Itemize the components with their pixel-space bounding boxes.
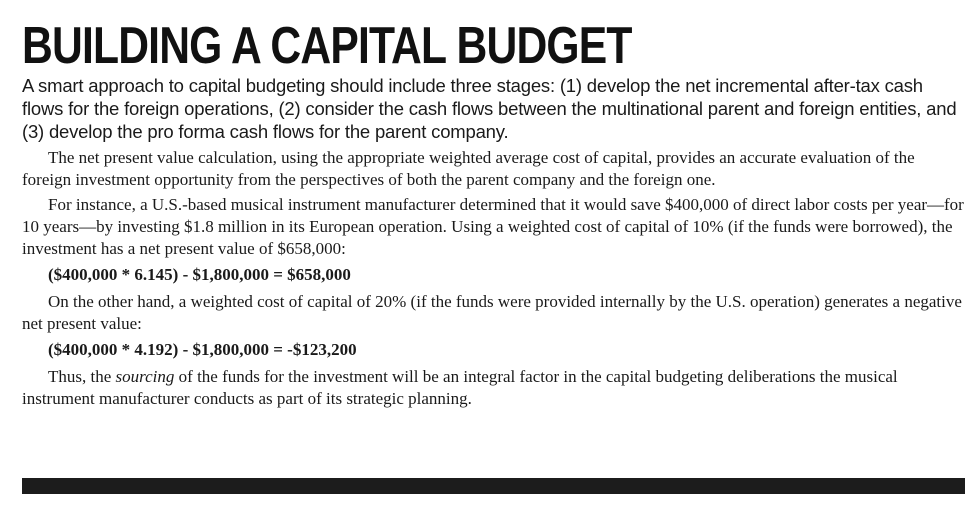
example-paragraph: For instance, a U.S.-based musical instrument manufacturer determined that it would save $400,000 of direct labor costs per year—for 10 years—by investing $1.8 million in its European operation. Using a weighted cost of capital of 10% (if the funds were borrowed), the investment has a net present value of $658,000: <box>22 195 964 258</box>
conclusion-emphasis: sourcing <box>115 367 175 386</box>
conclusion-paragraph <box>22 366 967 410</box>
formula-positive-npv: ($400,000 * 6.145) - $1,800,000 = $658,000 <box>48 265 351 284</box>
npv-paragraph: The net present value calculation, using the appropriate weighted average cost of capital, provides an accurate evaluation of the foreign investment opportunity from the perspectives of both the parent company and the foreign one. <box>22 148 915 189</box>
bottom-rule-bar <box>22 478 965 494</box>
formula-negative-npv: ($400,000 * 4.192) - $1,800,000 = -$123,200 <box>48 340 357 359</box>
conclusion-text-end: of the funds for the investment will be an integral factor in the capital budgeting deliberations the musical instrument manufacturer conducts as part of its strategic planning. <box>22 367 898 408</box>
intro-paragraph: A smart approach to capital budgeting should include three stages: (1) develop the net incremental after-tax cash flows for the foreign operations, (2) consider the cash flows between the multinational parent and foreign entities, and (3) develop the pro forma cash flows for the parent company. <box>22 75 957 142</box>
capital-budget-sidebar <box>22 18 967 413</box>
alternative-paragraph: On the other hand, a weighted cost of capital of 20% (if the funds were provided internally by the U.S. operation) generates a negative net present value: <box>22 292 962 333</box>
sidebar-title: BUILDING A CAPITAL BUDGET <box>22 17 632 75</box>
conclusion-text-start: Thus, the <box>48 367 116 386</box>
